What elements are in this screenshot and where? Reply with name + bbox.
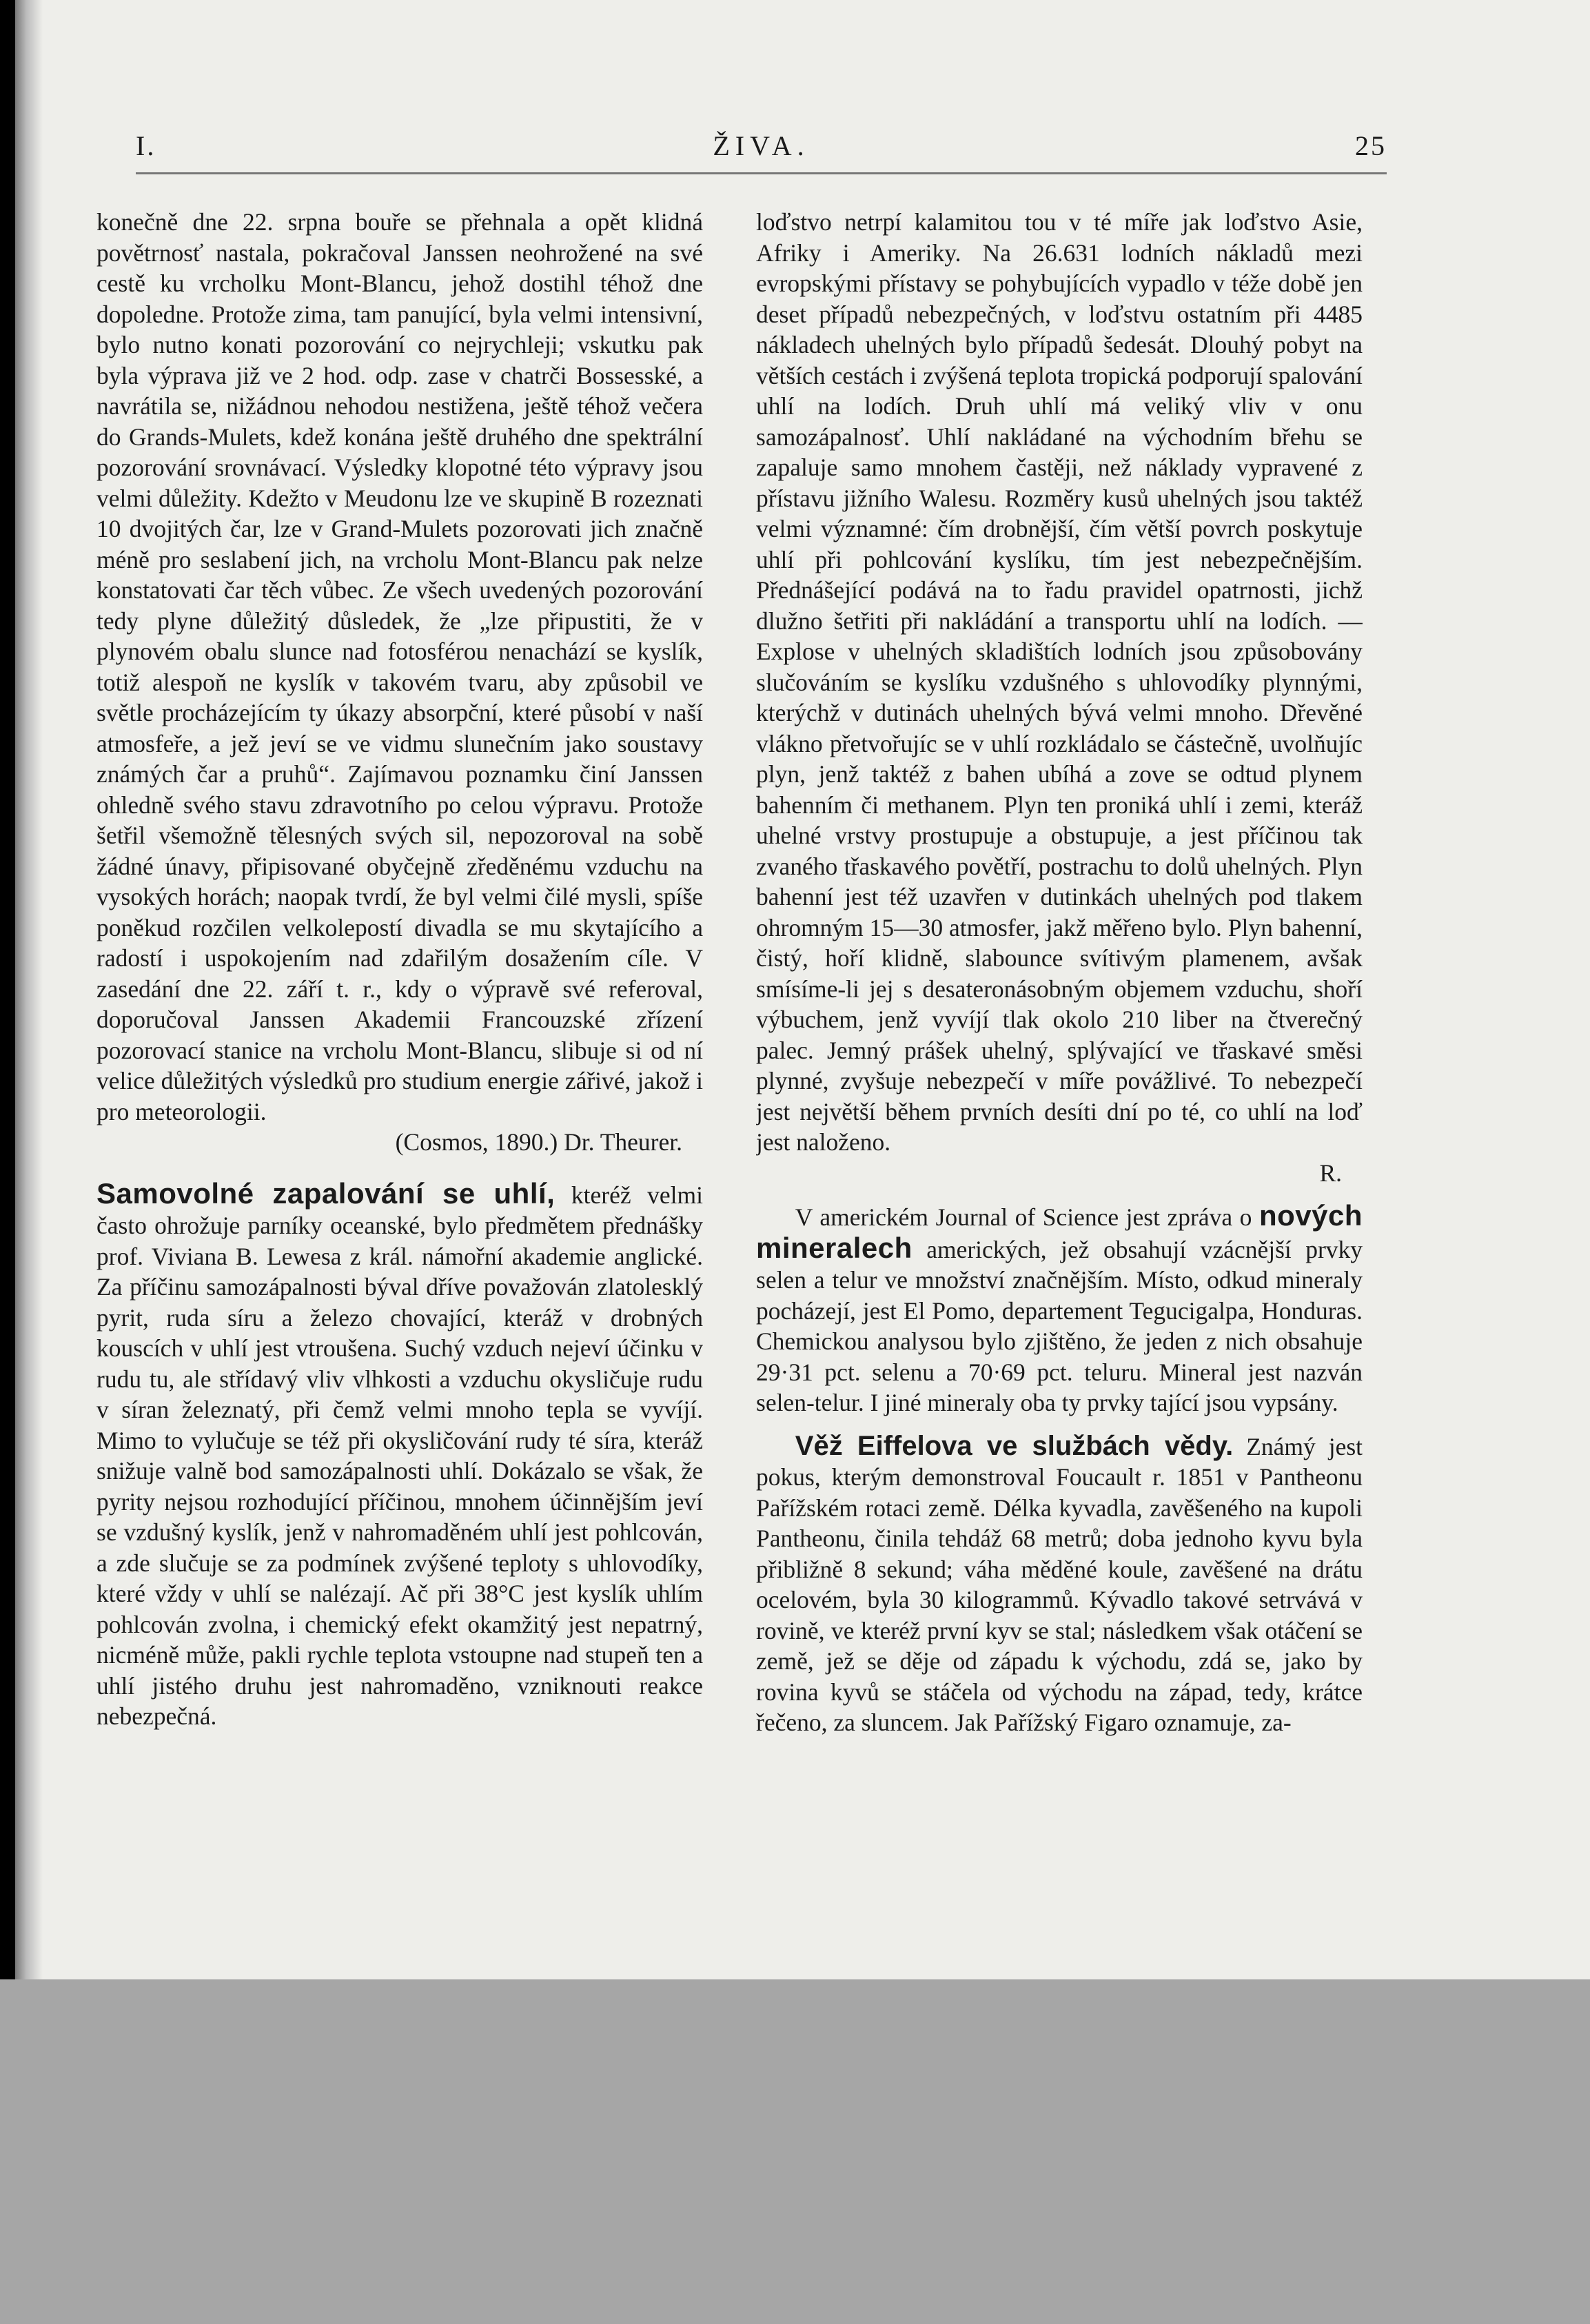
section-gap: [96, 1158, 703, 1179]
right-column: [756, 207, 1363, 1971]
coal-section: [96, 1176, 703, 1732]
volume-number: I.: [136, 130, 156, 161]
scan-bottom-band: [0, 1979, 1590, 2324]
minerals-heading: nových mineralech: [756, 1199, 1363, 1264]
eiffel-text: Známý jest pokus, kterým demonstroval Foucault r. 1851 v Pantheonu Pařížském rotaci země. Délka kyvadla, zavěšeného na kupoli Pantheonu, činila tehdáž 68 metrů; doba jednoho kyvu byla přibližně 8 sekund; váha měděné koule, zavěšené na drátu ocelovém, byla 30 kilogrammů. Kývadlo takové setrvává v rovině, ve kteréž první kyv se stal; následkem však otáčení se země, jež se děje od západu k východu, zdá se, jako by rovina kyvů se stáčela od východu na západ, tedy, krátce řečeno, za sluncem. Jak Pařížský Figaro oznamuje, za-: [756, 1432, 1363, 1736]
eiffel-section: [756, 1431, 1363, 1738]
binding-shadow: [15, 0, 43, 1979]
minerals-section: [756, 1201, 1363, 1418]
running-header: [136, 130, 1387, 171]
left-column: [96, 207, 703, 1971]
page-number: 25: [1355, 130, 1387, 161]
coal-continuation-paragraph: loďstvo netrpí kalamitou tou v té míře jak loďstvo Asie, Afriky i Ameriky. Na 26.631 lodních nákladů mezi evropskými přístavy se pohybujících vypadlo v téže době jen deset případů nebezpečných, v loďstvu ostatním při 4485 nákladech uhelných bylo případů šedesát. Dlouhý pobyt na větších cestách i zvýšená teplota tropická podporují spalování uhlí na lodích. Druh uhlí má veliký vliv v onu samozápalnosť. Uhlí nakládané na východním břehu se zapaluje samo mnohem častěji, než náklady vypravené z přístavu jižního Walesu. Rozměry kusů uhelných jsou taktéž velmi významné: čím drobnější, čím větší povrch poskytuje uhlí při pohlcování kyslíku, tím jest nebezpečnějším. Přednášející podává na to řadu pravidel opatrnosti, jichž dlužno šetřiti při nakládání a transportu uhlí na lodích. — Explose v uhelných skladištích lodních jsou způsobovány slučováním se kyslíku vzdušného s uhlovodíky plynnými, kterýchž v dutinách uhelných bývá velmi mnoho. Dřevěné vlákno přetvořujíc se v uhlí rozkládalo se částečně, uvolňujíc plyn, jenž taktéž z bahen ubíhá a zove se odtud plynem bahenním či methanem. Plyn ten proniká uhlí i zemi, kteráž uhelné vrstvy prostupuje a obstupuje, a jest příčinou tak zvaného třaskavého povětří, postrachu to dolů uhelných. Plyn bahenní jest též uzavřen v dutinkách uhelných pod tlakem ohromným 15—30 atmosfer, jakž měřeno bylo. Plyn bahenní, čistý, hoří klidně, slabounce svítivým plamenem, avšak smísíme-li jej s desateronásobným objemem vzduchu, shoří výbuchem, jenž vyvíjí tlak okolo 210 liber na čtverečný palec. Jemný prášek uhelný, splývající ve třaskavé směsi plynné, zvyšuje nebezpečí v míře povážlivé. To nebezpečí jest největší během prvních desíti dní po té, co uhlí na loď jest naloženo.: [756, 208, 1363, 1156]
section-gap: [756, 1418, 1363, 1431]
eiffel-heading: Věž Eiffelova ve službách vědy.: [795, 1430, 1234, 1461]
janssen-signature: (Cosmos, 1890.) Dr. Theurer.: [395, 1128, 682, 1156]
journal-title: ŽIVA.: [713, 130, 810, 161]
coal-text: kteréž velmi často ohrožuje parníky oceanské, bylo předmětem přednášky prof. Viviana B. Lewesa z král. námořní akademie anglické. Za příčinu samozápalnosti býval dříve považován zlatolesklý pyrit, ruda síru a železo chovající, kteráž v drobných kouscích v uhlí jest vtroušena. Suchý vzduch nejeví účinku v rudu tu, ale střídavý vliv vlhkosti a vzduchu okysličuje rudu v síran železnatý, při čemž velmi mnoho tepla se vyvíjí. Mimo to vylučuje se též při okysličování rudy té síra, kteráž snižuje valně bod samozápalnosti uhlí. Dokázalo se však, že pyrity nejsou rozhodující příčinou, mnohem účinnějším jeví se vzdušný kyslík, jenž v nahromaděném uhlí jest pohlcován, a zde slučuje se za podmínek zvýšené teploty s uhlovodíky, které vždy v uhlí se nalézají. Ač při 38°C jest kyslík uhlím pohlcován zvolna, i chemický efekt okamžitý jest nepatrný, nicméně může, pakli rychle teplota vstoupne nad stupeň ten a uhlí jistého druhu jest nahromaděno, vzniknouti reakce nebezpečná.: [96, 1181, 703, 1730]
minerals-text: amerických, jež obsahují vzácnější prvky selen a telur ve množství značnějším. Místo, odkud mineraly pocházejí, jest El Pomo, departement Tegucigalpa, Honduras. Chemickou analysou bylo zjištěno, že jeden z nich obsahuje 29·31 pct. selenu a 70·69 pct. teluru. Mineral jest nazván selen-telur. I jiné mineraly oba ty prvky tající jsou vypsány.: [756, 1235, 1363, 1416]
header-rule: [136, 172, 1387, 174]
coal-heading: Samovolné zapalování se uhlí,: [96, 1176, 556, 1210]
coal-signature: R.: [1319, 1159, 1342, 1187]
minerals-lead: V americkém Journal of Science jest zpráva o: [795, 1203, 1252, 1231]
janssen-paragraph: konečně dne 22. srpna bouře se přehnala a opět klidná povětrnosť nastala, pokračoval Janssen neohrožené na své cestě ku vrcholku Mont-Blancu, jehož dostihl téhož dne dopoledne. Protože zima, tam panující, byla velmi intensivní, bylo nutno konati pozorování co nejrychleji; vskutku pak byla výprava již ve 2 hod. odp. zase v chatrči Bossesské, a navrátila se, nižádnou nehodou nestižena, ještě téhož večera do Grands-Mulets, kdež konána ještě druhého dne spektrální pozorování srovnávací. Výsledky klopotné této výpravy jsou velmi důležity. Kdežto v Meudonu lze ve skupině B rozeznati 10 dvojitých čar, lze v Grand-Mulets pozorovati jich značně méně pro seslabení jich, na vrcholu Mont-Blancu pak nelze konstatovati čar těch vůbec. Ze všech uvedených pozorování tedy plyne důležitý důsledek, že „lze připustiti, že v plynovém obalu slunce nad fotosférou nenachází se kyslík, totiž alespoň ne kyslík v takovém tvaru, aby způsobil ve světle procházejícím ty úkazy absorpční, které působí v naší atmosfeře, a jež jeví se ve vidmu slunečním jako soustavy známých čar a pruhů“. Zajímavou poznamku činí Janssen ohledně svého stavu zdravotního po celou výpravu. Protože šetřil všemožně tělesných svých sil, nepozoroval na sobě žádné únavy, připisované obyčejně zředěnému vzduchu na vysokých horách; naopak tvrdí, že byl velmi čilé mysli, spíše poněkud rozčilen velkolepostí divadla se mu skytajícího a radostí i uspokojením nad zdařilým dosažením cíle. V zasedání dne 22. září t. r., kdy o výpravě své referoval, doporučoval Janssen Akademii Francouzské zřízení pozorovací stanice na vrcholu Mont-Blancu, slibuje si od ní velice důležitých výsledků pro studium energie zářivé, jakož i pro meteorologii.: [96, 208, 703, 1125]
